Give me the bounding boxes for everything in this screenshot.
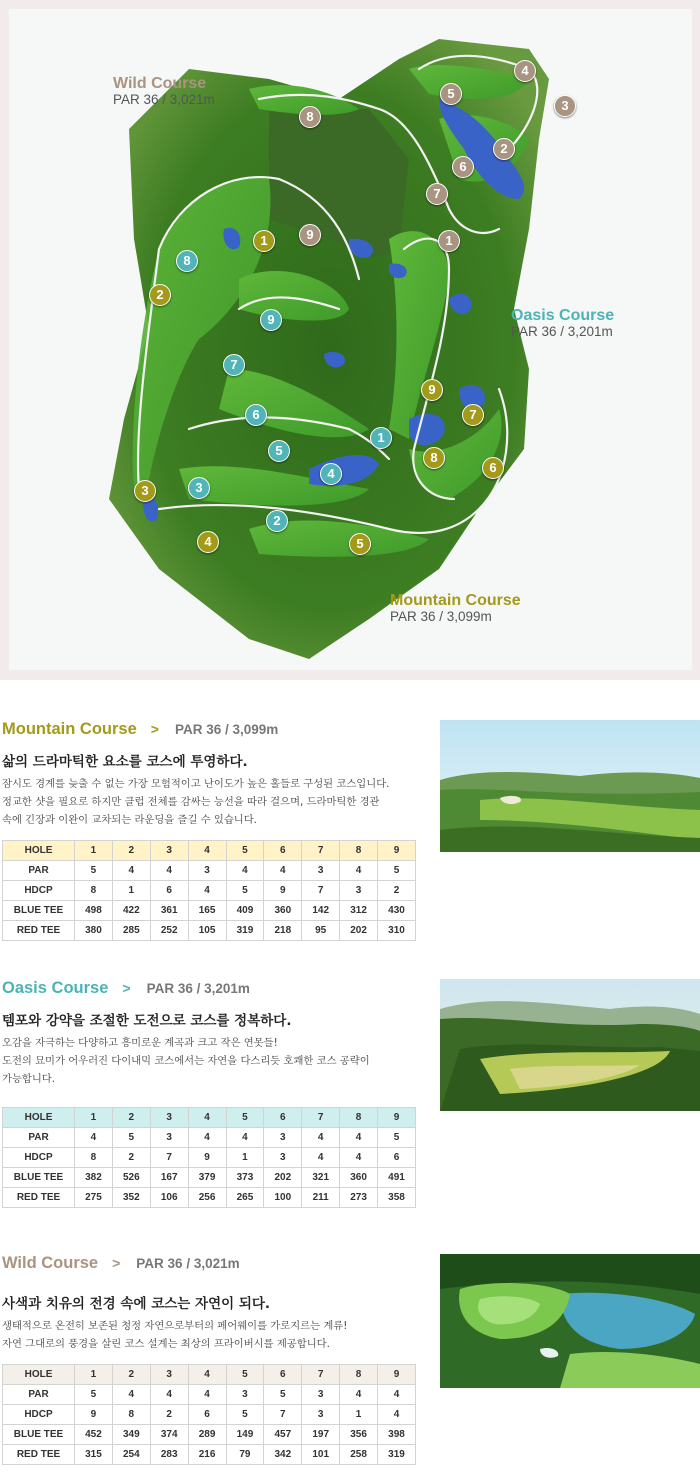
mountain-course-map-name: Mountain Course bbox=[390, 592, 521, 609]
table-cell: 373 bbox=[226, 1168, 264, 1188]
table-cell: 3 bbox=[188, 861, 226, 881]
table-cell: 4 bbox=[150, 1385, 188, 1405]
table-row bbox=[3, 1128, 416, 1148]
wild-hole-7-marker[interactable]: 7 bbox=[426, 183, 448, 205]
table-cell: 252 bbox=[150, 921, 188, 941]
table-cell: 6 bbox=[188, 1405, 226, 1425]
oasis-course-heading bbox=[2, 979, 250, 998]
table-cell: 5 bbox=[112, 1128, 150, 1148]
table-cell: 6 bbox=[378, 1148, 416, 1168]
table-cell: 5 bbox=[226, 1108, 264, 1128]
table-cell: 4 bbox=[188, 881, 226, 901]
table-cell: 4 bbox=[378, 1405, 416, 1425]
table-cell: 8 bbox=[112, 1405, 150, 1425]
table-cell: RED TEE bbox=[3, 1445, 75, 1465]
table-cell: BLUE TEE bbox=[3, 1425, 75, 1445]
table-cell: 3 bbox=[340, 881, 378, 901]
table-header-row bbox=[3, 1108, 416, 1128]
wild-course-slogan: 사색과 치유의 전경 속에 코스는 자연이 되다. bbox=[2, 1296, 271, 1312]
table-cell: 6 bbox=[264, 841, 302, 861]
wild-hole-8-marker[interactable]: 8 bbox=[299, 106, 321, 128]
mountain-course-photo bbox=[440, 720, 700, 852]
table-cell: 5 bbox=[378, 861, 416, 881]
mountain-hole-7-marker[interactable]: 7 bbox=[462, 404, 484, 426]
table-cell: PAR bbox=[3, 1385, 75, 1405]
table-cell: 6 bbox=[264, 1365, 302, 1385]
table-cell: 2 bbox=[112, 841, 150, 861]
table-cell: 2 bbox=[112, 1365, 150, 1385]
table-cell: 4 bbox=[264, 861, 302, 881]
mountain-desc-line: 속에 긴장과 이완이 교차되는 라운딩을 즐길 수 있습니다. bbox=[2, 814, 257, 826]
table-cell: 361 bbox=[150, 901, 188, 921]
wild-course-map-par: PAR 36 / 3,021m bbox=[113, 91, 215, 107]
table-cell: 105 bbox=[188, 921, 226, 941]
table-cell: 315 bbox=[75, 1445, 113, 1465]
table-cell: 165 bbox=[188, 901, 226, 921]
table-cell: 2 bbox=[112, 1148, 150, 1168]
chevron-right-icon: > bbox=[112, 1255, 121, 1271]
table-cell: 349 bbox=[112, 1425, 150, 1445]
oasis-hole-4-marker[interactable]: 4 bbox=[320, 463, 342, 485]
wild-hole-4-marker[interactable]: 4 bbox=[514, 60, 536, 82]
wild-hole-5-marker[interactable]: 5 bbox=[440, 83, 462, 105]
table-cell: 5 bbox=[226, 881, 264, 901]
oasis-desc-line: 오감을 자극하는 다양하고 흥미로운 계곡과 크고 작은 연못들! bbox=[2, 1037, 278, 1049]
table-cell: 1 bbox=[340, 1405, 378, 1425]
oasis-hole-5-marker[interactable]: 5 bbox=[268, 440, 290, 462]
table-row bbox=[3, 881, 416, 901]
wild-scorecard-table bbox=[2, 1364, 416, 1465]
table-cell: 4 bbox=[340, 1385, 378, 1405]
table-cell: 95 bbox=[302, 921, 340, 941]
table-cell: 4 bbox=[188, 1128, 226, 1148]
table-cell: 1 bbox=[75, 1108, 113, 1128]
table-row bbox=[3, 1405, 416, 1425]
table-cell: 5 bbox=[378, 1128, 416, 1148]
table-cell: 254 bbox=[112, 1445, 150, 1465]
mountain-course-slogan: 삶의 드라마틱한 요소를 코스에 투영하다. bbox=[2, 754, 248, 770]
table-cell: 216 bbox=[188, 1445, 226, 1465]
table-cell: 8 bbox=[340, 1108, 378, 1128]
table-cell: 422 bbox=[112, 901, 150, 921]
table-cell: 285 bbox=[112, 921, 150, 941]
table-cell: 8 bbox=[340, 1365, 378, 1385]
oasis-course-par: PAR 36 / 3,201m bbox=[146, 981, 250, 996]
mountain-course-description bbox=[2, 775, 418, 829]
table-cell: 5 bbox=[75, 1385, 113, 1405]
table-row bbox=[3, 901, 416, 921]
oasis-hole-3-marker[interactable]: 3 bbox=[188, 477, 210, 499]
table-cell: 5 bbox=[226, 1405, 264, 1425]
table-cell: 101 bbox=[302, 1445, 340, 1465]
table-cell: 218 bbox=[264, 921, 302, 941]
table-cell: 167 bbox=[150, 1168, 188, 1188]
table-cell: 1 bbox=[75, 841, 113, 861]
aerial-map-graphic bbox=[9, 9, 692, 670]
table-cell: 526 bbox=[112, 1168, 150, 1188]
oasis-course-description bbox=[2, 1034, 418, 1088]
table-cell: BLUE TEE bbox=[3, 901, 75, 921]
table-cell: 2 bbox=[378, 881, 416, 901]
table-cell: 211 bbox=[302, 1188, 340, 1208]
table-cell: 9 bbox=[378, 841, 416, 861]
table-cell: 4 bbox=[340, 861, 378, 881]
table-cell: PAR bbox=[3, 1128, 75, 1148]
table-cell: BLUE TEE bbox=[3, 1168, 75, 1188]
table-cell: 142 bbox=[302, 901, 340, 921]
mountain-desc-line: 정교한 샷을 필요로 하지만 클럽 전체를 감싸는 능선을 따라 걸으며, 드라마틱한 경관 bbox=[2, 796, 380, 808]
course-map-image bbox=[9, 9, 692, 670]
table-row bbox=[3, 921, 416, 941]
table-cell: 7 bbox=[302, 881, 340, 901]
mountain-course-title: Mountain Course bbox=[2, 720, 137, 738]
chevron-right-icon: > bbox=[122, 980, 131, 996]
table-cell: 8 bbox=[75, 1148, 113, 1168]
table-cell: 7 bbox=[264, 1405, 302, 1425]
table-cell: 382 bbox=[75, 1168, 113, 1188]
oasis-course-section bbox=[0, 979, 700, 1209]
table-cell: 379 bbox=[188, 1168, 226, 1188]
table-cell: 319 bbox=[226, 921, 264, 941]
table-cell: 457 bbox=[264, 1425, 302, 1445]
table-cell: 310 bbox=[378, 921, 416, 941]
table-cell: 3 bbox=[302, 861, 340, 881]
table-cell: 4 bbox=[340, 1148, 378, 1168]
wild-course-map-name: Wild Course bbox=[113, 75, 207, 92]
table-cell: 2 bbox=[150, 1405, 188, 1425]
table-cell: 360 bbox=[340, 1168, 378, 1188]
wild-course-title: Wild Course bbox=[2, 1254, 99, 1272]
table-cell: 1 bbox=[226, 1148, 264, 1168]
table-cell: 4 bbox=[378, 1385, 416, 1405]
table-cell: 256 bbox=[188, 1188, 226, 1208]
table-cell: 491 bbox=[378, 1168, 416, 1188]
mountain-desc-line: 잠시도 경계를 늦출 수 없는 가장 모험적이고 난이도가 높은 홀들로 구성된 코스입니다. bbox=[2, 778, 390, 790]
table-cell: PAR bbox=[3, 861, 75, 881]
table-cell: HDCP bbox=[3, 1148, 75, 1168]
table-cell: 321 bbox=[302, 1168, 340, 1188]
mountain-hole-8-marker[interactable]: 8 bbox=[423, 447, 445, 469]
table-row bbox=[3, 1148, 416, 1168]
table-cell: 4 bbox=[302, 1148, 340, 1168]
table-cell: 1 bbox=[75, 1365, 113, 1385]
table-cell: 2 bbox=[112, 1108, 150, 1128]
wild-hole-2-marker[interactable]: 2 bbox=[493, 138, 515, 160]
wild-course-section bbox=[0, 1254, 700, 1476]
table-cell: 5 bbox=[226, 1365, 264, 1385]
table-cell: HOLE bbox=[3, 1365, 75, 1385]
mountain-course-map-label bbox=[390, 592, 521, 624]
table-cell: 9 bbox=[264, 881, 302, 901]
table-cell: 4 bbox=[188, 841, 226, 861]
table-cell: 202 bbox=[264, 1168, 302, 1188]
table-cell: 430 bbox=[378, 901, 416, 921]
table-cell: 4 bbox=[112, 861, 150, 881]
wild-desc-line: 생태적으로 온전히 보존된 청정 자연으로부터의 페어웨이를 가로지르는 계류! bbox=[2, 1320, 348, 1332]
table-cell: 380 bbox=[75, 921, 113, 941]
table-cell: 312 bbox=[340, 901, 378, 921]
table-cell: 498 bbox=[75, 901, 113, 921]
mountain-hole-6-marker[interactable]: 6 bbox=[482, 457, 504, 479]
mountain-hole-2-marker[interactable]: 2 bbox=[149, 284, 171, 306]
table-cell: 358 bbox=[378, 1188, 416, 1208]
table-cell: 7 bbox=[150, 1148, 188, 1168]
table-cell: 356 bbox=[340, 1425, 378, 1445]
wild-hole-3-marker[interactable]: 3 bbox=[554, 95, 576, 117]
table-cell: 6 bbox=[264, 1108, 302, 1128]
table-cell: 6 bbox=[150, 881, 188, 901]
mountain-course-map-par: PAR 36 / 3,099m bbox=[390, 608, 492, 624]
mountain-scorecard-table bbox=[2, 840, 416, 941]
oasis-hole-1-marker[interactable]: 1 bbox=[370, 427, 392, 449]
table-row bbox=[3, 1425, 416, 1445]
wild-course-par: PAR 36 / 3,021m bbox=[136, 1256, 240, 1271]
mountain-course-par: PAR 36 / 3,099m bbox=[174, 722, 279, 737]
table-cell: 149 bbox=[226, 1425, 264, 1445]
table-cell: 4 bbox=[340, 1128, 378, 1148]
wild-hole-1-marker[interactable]: 1 bbox=[438, 230, 460, 252]
oasis-desc-line: 가능합니다. bbox=[2, 1073, 56, 1085]
oasis-hole-7-marker[interactable]: 7 bbox=[223, 354, 245, 376]
table-cell: 7 bbox=[302, 1365, 340, 1385]
wild-hole-9-marker[interactable]: 9 bbox=[299, 224, 321, 246]
table-cell: HDCP bbox=[3, 881, 75, 901]
table-cell: 3 bbox=[302, 1385, 340, 1405]
table-cell: 4 bbox=[75, 1128, 113, 1148]
wild-course-photo bbox=[440, 1254, 700, 1388]
table-cell: 1 bbox=[112, 881, 150, 901]
mountain-hole-9-marker[interactable]: 9 bbox=[421, 379, 443, 401]
table-cell: 9 bbox=[188, 1148, 226, 1168]
table-cell: 3 bbox=[226, 1385, 264, 1405]
table-cell: 4 bbox=[226, 1128, 264, 1148]
chevron-right-icon: > bbox=[150, 721, 159, 737]
table-cell: 409 bbox=[226, 901, 264, 921]
oasis-course-map-par: PAR 36 / 3,201m bbox=[511, 323, 613, 339]
table-cell: 3 bbox=[302, 1405, 340, 1425]
table-cell: 7 bbox=[302, 841, 340, 861]
table-cell: 5 bbox=[75, 861, 113, 881]
wild-course-map-label bbox=[113, 75, 215, 107]
wild-course-heading bbox=[2, 1254, 240, 1273]
oasis-hole-8-marker[interactable]: 8 bbox=[176, 250, 198, 272]
table-cell: 7 bbox=[302, 1108, 340, 1128]
table-cell: 283 bbox=[150, 1445, 188, 1465]
wild-course-description bbox=[2, 1317, 418, 1353]
table-cell: 3 bbox=[150, 1108, 188, 1128]
oasis-desc-line: 도전의 묘미가 어우러진 다이내믹 코스에서는 자연을 다스리듯 호쾌한 코스 공략이 bbox=[2, 1055, 370, 1067]
table-row bbox=[3, 1445, 416, 1465]
table-cell: 273 bbox=[340, 1188, 378, 1208]
mountain-hole-1-marker[interactable]: 1 bbox=[253, 230, 275, 252]
mountain-course-heading bbox=[2, 720, 278, 739]
table-cell: 4 bbox=[188, 1365, 226, 1385]
table-cell: 3 bbox=[264, 1128, 302, 1148]
table-cell: 360 bbox=[264, 901, 302, 921]
table-cell: 197 bbox=[302, 1425, 340, 1445]
table-cell: 9 bbox=[75, 1405, 113, 1425]
table-cell: 4 bbox=[188, 1108, 226, 1128]
mountain-hole-3-marker[interactable]: 3 bbox=[134, 480, 156, 502]
table-cell: 5 bbox=[226, 841, 264, 861]
table-cell: 9 bbox=[378, 1108, 416, 1128]
mountain-course-section bbox=[0, 720, 700, 950]
table-cell: 4 bbox=[188, 1385, 226, 1405]
oasis-course-slogan: 템포와 강약을 조절한 도전으로 코스를 정복하다. bbox=[2, 1013, 292, 1029]
table-cell: RED TEE bbox=[3, 1188, 75, 1208]
wild-desc-line: 자연 그대로의 풍경을 살린 코스 설계는 최상의 프라이버시를 제공합니다. bbox=[2, 1338, 330, 1350]
table-cell: 258 bbox=[340, 1445, 378, 1465]
table-cell: 398 bbox=[378, 1425, 416, 1445]
table-row bbox=[3, 1168, 416, 1188]
table-cell: 3 bbox=[150, 1365, 188, 1385]
table-cell: 374 bbox=[150, 1425, 188, 1445]
oasis-course-title: Oasis Course bbox=[2, 979, 109, 997]
table-cell: 3 bbox=[264, 1148, 302, 1168]
table-header-row bbox=[3, 1365, 416, 1385]
table-cell: HOLE bbox=[3, 841, 75, 861]
oasis-course-map-label bbox=[511, 307, 614, 339]
table-cell: 9 bbox=[378, 1365, 416, 1385]
table-cell: HOLE bbox=[3, 1108, 75, 1128]
oasis-course-map-name: Oasis Course bbox=[511, 307, 615, 324]
table-cell: HDCP bbox=[3, 1405, 75, 1425]
table-row bbox=[3, 861, 416, 881]
wild-hole-6-marker[interactable]: 6 bbox=[452, 156, 474, 178]
table-cell: 5 bbox=[264, 1385, 302, 1405]
oasis-hole-2-marker[interactable]: 2 bbox=[266, 510, 288, 532]
mountain-hole-4-marker[interactable]: 4 bbox=[197, 531, 219, 553]
table-cell: 3 bbox=[150, 1128, 188, 1148]
table-cell: 452 bbox=[75, 1425, 113, 1445]
table-cell: 4 bbox=[150, 861, 188, 881]
table-header-row bbox=[3, 841, 416, 861]
oasis-hole-6-marker[interactable]: 6 bbox=[245, 404, 267, 426]
table-cell: 3 bbox=[150, 841, 188, 861]
table-cell: 8 bbox=[75, 881, 113, 901]
table-cell: RED TEE bbox=[3, 921, 75, 941]
table-cell: 202 bbox=[340, 921, 378, 941]
table-cell: 342 bbox=[264, 1445, 302, 1465]
table-row bbox=[3, 1188, 416, 1208]
course-map bbox=[0, 0, 700, 680]
oasis-scorecard-table bbox=[2, 1107, 416, 1208]
table-cell: 8 bbox=[340, 841, 378, 861]
mountain-hole-5-marker[interactable]: 5 bbox=[349, 533, 371, 555]
table-cell: 4 bbox=[226, 861, 264, 881]
table-cell: 289 bbox=[188, 1425, 226, 1445]
table-cell: 4 bbox=[112, 1385, 150, 1405]
table-cell: 4 bbox=[302, 1128, 340, 1148]
table-cell: 352 bbox=[112, 1188, 150, 1208]
table-row bbox=[3, 1385, 416, 1405]
oasis-hole-9-marker[interactable]: 9 bbox=[260, 309, 282, 331]
table-cell: 265 bbox=[226, 1188, 264, 1208]
table-cell: 100 bbox=[264, 1188, 302, 1208]
table-cell: 79 bbox=[226, 1445, 264, 1465]
oasis-course-photo bbox=[440, 979, 700, 1111]
table-cell: 106 bbox=[150, 1188, 188, 1208]
table-cell: 319 bbox=[378, 1445, 416, 1465]
table-cell: 275 bbox=[75, 1188, 113, 1208]
